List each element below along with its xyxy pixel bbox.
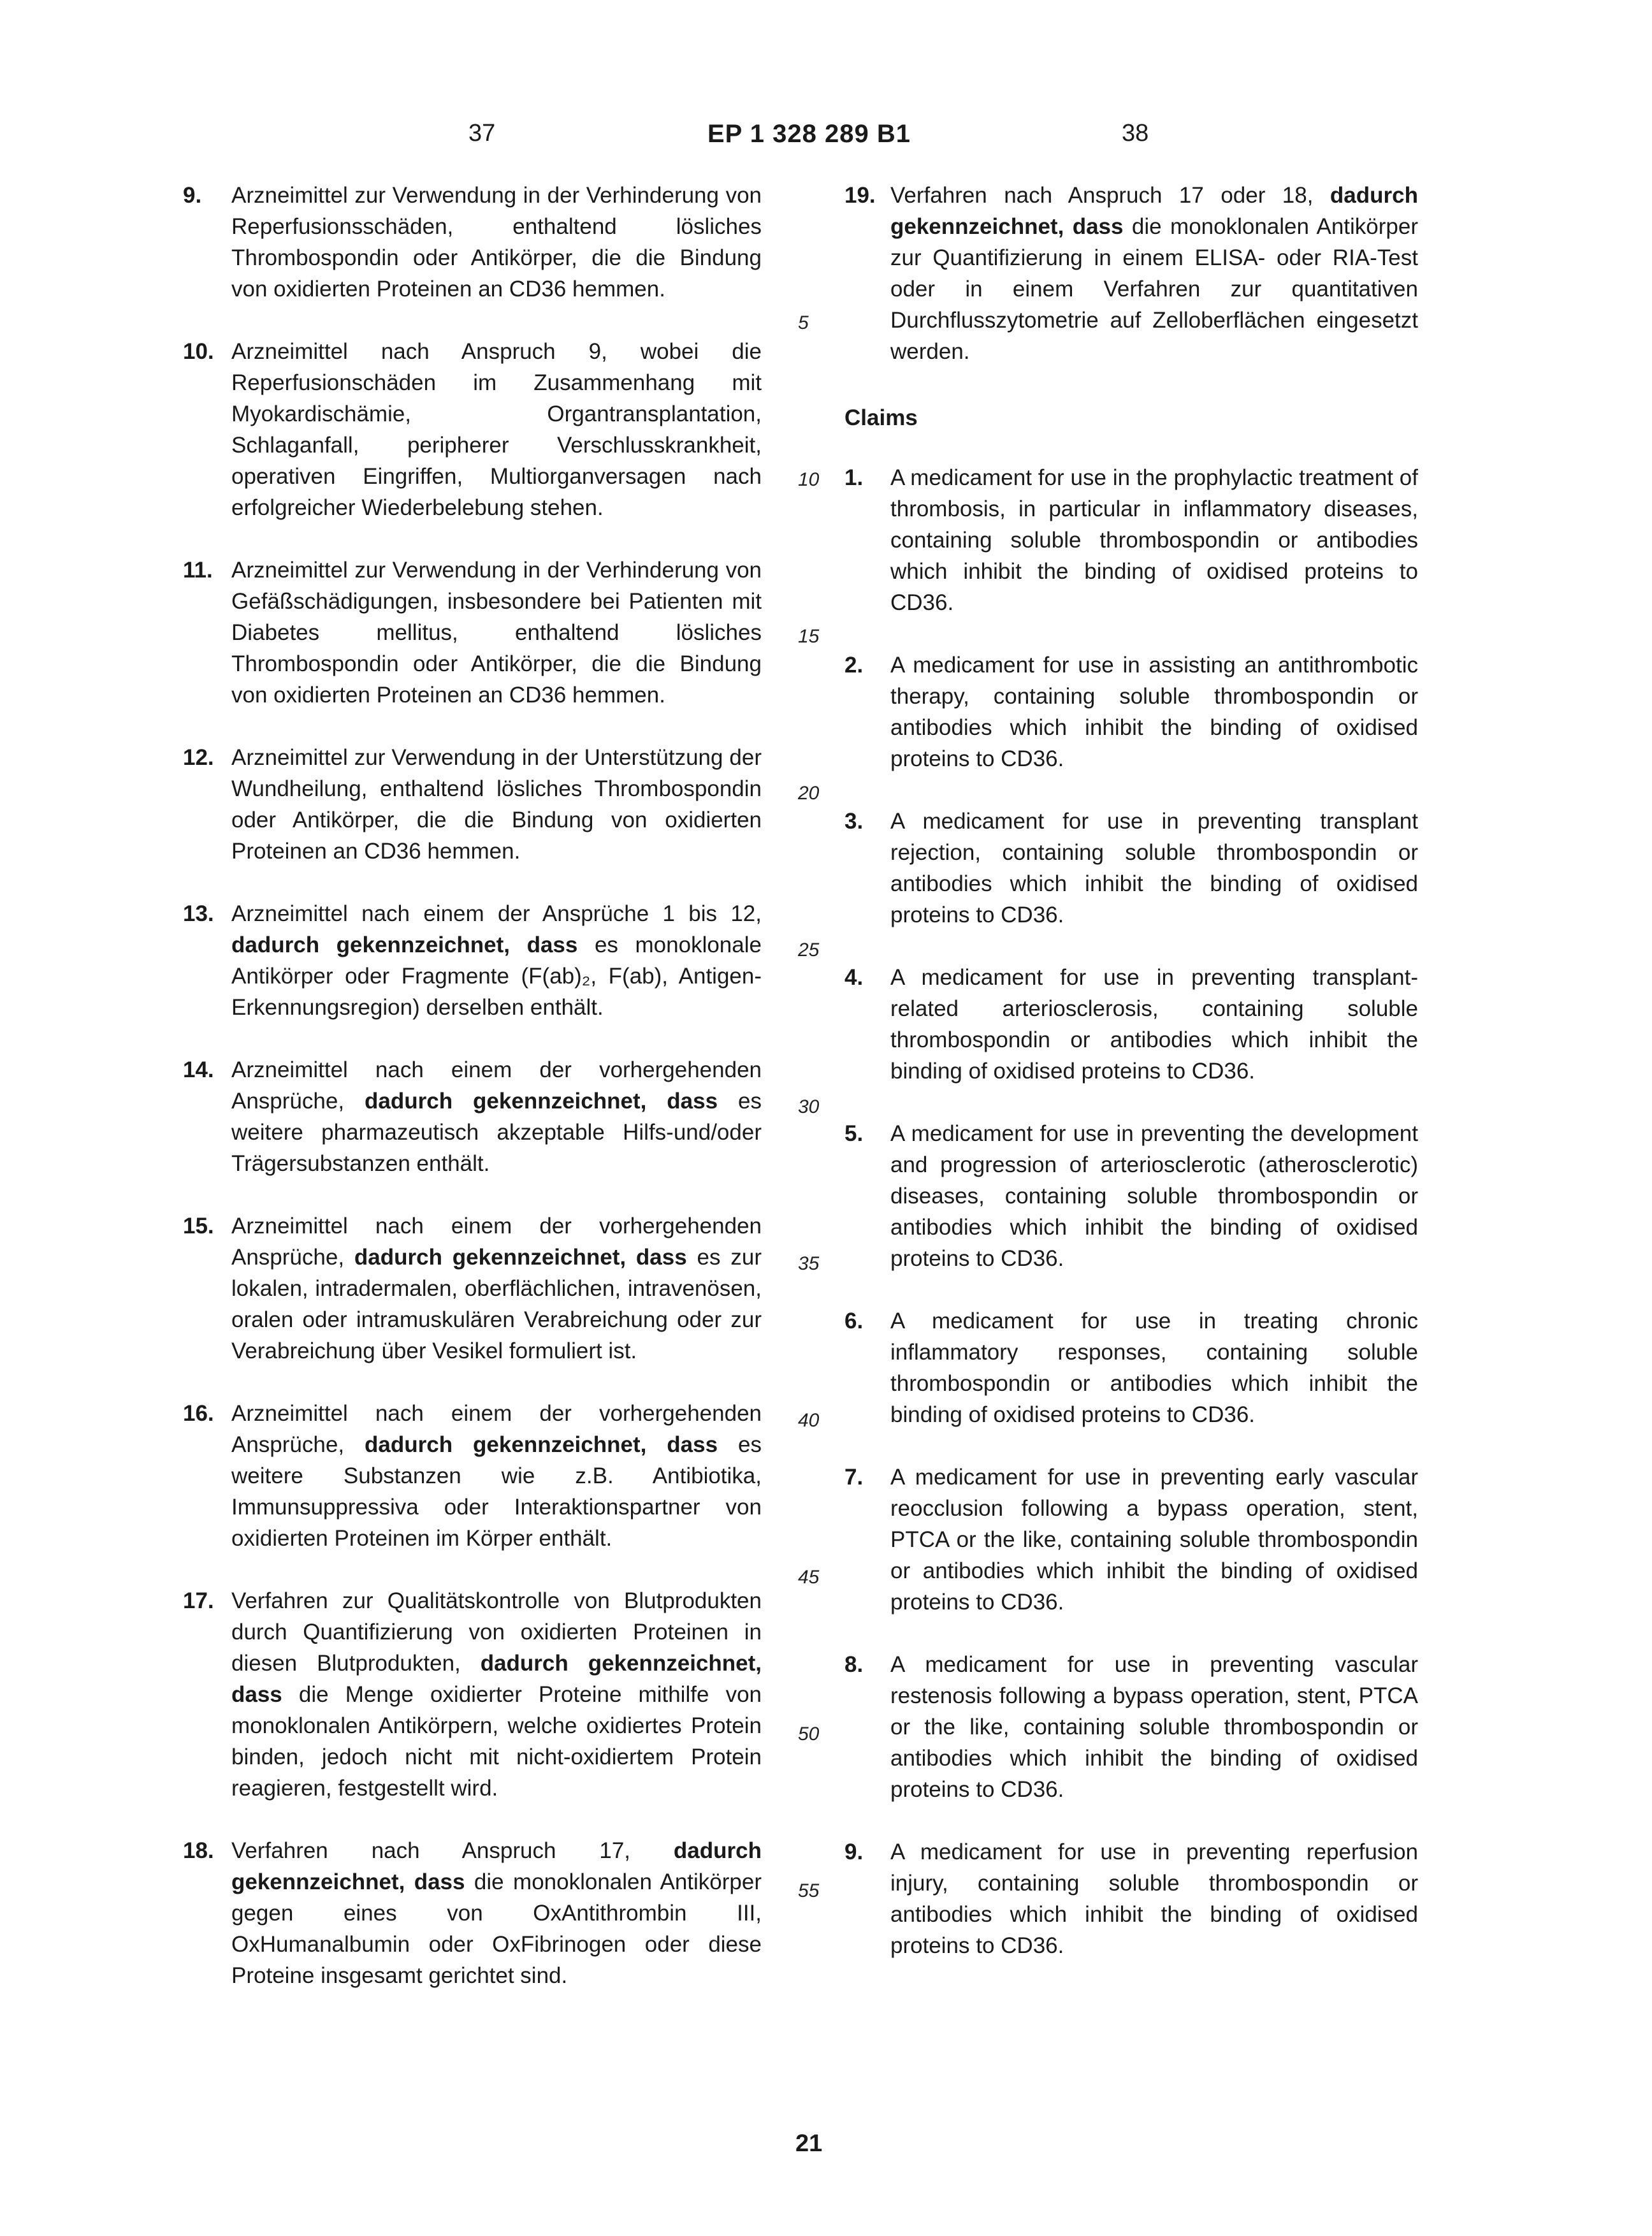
line-number: 35 [798,1253,820,1274]
claim-item [844,462,1418,618]
line-number: 5 [798,312,809,333]
claim-text: A medicament for use in preventing the development and progression of arteriosclerotic (atherosclerotic) diseases, containing soluble thrombospondin or antibodies which inhibit the binding of oxidised proteins to CD36. [890,1121,1418,1271]
claim-text-continued: die monoklonalen Antikörper zur Quantifizierung in einem ELISA- oder RIA-Test oder in einem Verfahren zur quantitativen Durchflusszytometrie auf Zelloberflächen eingesetzt werden. [890,214,1418,364]
claim-item [183,742,762,867]
line-number: 25 [798,940,820,961]
claim-text: Verfahren zur Qualitätskontrolle von Blutprodukten durch Quantifizierung von oxidierten Proteinen in diesen Blutprodukten, [231,1588,762,1676]
claim-text: A medicament for use in preventing transplant rejection, containing soluble thrombospondin or antibodies which inhibit the binding of oxidised proteins to CD36. [890,809,1418,927]
claim-text: Verfahren nach Anspruch 17, [231,1838,674,1863]
claim-item [183,1835,762,1991]
claim-number: 6. [844,1309,864,1333]
claim-text-continued: es weitere pharmazeutisch akzeptable Hilfs-und/oder Trägersubstanzen enthält. [231,1089,762,1176]
line-number: 45 [798,1567,820,1588]
claim-text-continued: es zur lokalen, intradermalen, oberflächlichen, intravenösen, oralen oder intramuskulären Verabreichung oder zur Verabreichung über Vesikel formuliert ist. [231,1245,762,1363]
claim-text: A medicament for use in preventing vascular restenosis following a bypass operation, stent, PTCA or the like, containing soluble thrombospondin or antibodies which inhibit the binding of oxidised proteins to CD36. [890,1652,1418,1802]
claim-number: 4. [844,965,864,990]
claim-text: Arzneimittel zur Verwendung in der Verhinderung von Reperfusionsschäden, enthaltend lösliches Thrombospondin oder Antikörper, die die Bindung von oxidierten Proteinen an CD36 hemmen. [231,183,762,301]
claim-text: Arzneimittel nach einem der Ansprüche 1 bis 12, [231,901,762,926]
claim-item [844,180,1418,367]
claim-item [183,1210,762,1367]
claim-text: A medicament for use in the prophylactic treatment of thrombosis, in particular in inflammatory diseases, containing soluble thrombospondin or antibodies which inhibit the binding of oxidised proteins to CD36. [890,465,1418,615]
line-number: 55 [798,1880,820,1901]
claim-text: Arzneimittel nach Anspruch 9, wobei die Reperfusionschäden im Zusammenhang mit Myokardischämie, Organtransplantation, Schlaganfall, peripherer Verschlusskrankheit, operativen Eingriffen, Multiorganversagen nach erfolgreicher Wiederbelebung stehen. [231,339,762,520]
claim-item [183,1398,762,1554]
claim-number: 16. [183,1401,214,1426]
claim-text: A medicament for use in preventing early vascular reocclusion following a bypass operation, stent, PTCA or the like, containing soluble thrombospondin or antibodies which inhibit the binding of oxidised proteins to CD36. [890,1465,1418,1615]
claim-number: 9. [844,1840,864,1864]
claim-characterizing-phrase: dadurch gekennzeichnet, dass [231,1651,762,1707]
line-number: 20 [798,783,820,804]
claim-characterizing-phrase: dadurch gekennzeichnet, dass [231,1838,762,1894]
claim-characterizing-phrase: dadurch gekennzeichnet, dass [365,1089,718,1114]
claim-number: 3. [844,809,864,834]
claim-text: A medicament for use in preventing transplant-related arteriosclerosis, containing soluble thrombospondin or antibodies which inhibit the binding of oxidised proteins to CD36. [890,965,1418,1084]
claim-text: Arzneimittel nach einem der vorhergehenden Ansprüche, [231,1057,762,1114]
claim-number: 17. [183,1588,214,1613]
claim-item [844,962,1418,1087]
claim-item [844,650,1418,774]
claim-item [844,1836,1418,1961]
claim-text-continued: die monoklonalen Antikörper gegen eines von OxAntithrombin III, OxHumanalbumin oder OxFibrinogen oder diese Proteine insgesamt gerichtet sind. [231,1869,762,1988]
claim-text: A medicament for use in treating chronic inflammatory responses, containing soluble thrombospondin or antibodies which inhibit the binding of oxidised proteins to CD36. [890,1309,1418,1427]
claim-characterizing-phrase: dadurch gekennzeichnet, dass [231,933,578,957]
claim-item [183,555,762,711]
claim-number: 8. [844,1652,864,1677]
claim-number: 13. [183,901,214,926]
claim-number: 9. [183,183,202,208]
page-number-left: 37 [468,120,496,147]
document-number: EP 1 328 289 B1 [707,120,911,148]
claim-number: 2. [844,653,864,678]
claim-item [844,1118,1418,1274]
claim-number: 7. [844,1465,864,1490]
page-number-right: 38 [1122,120,1149,147]
claim-number: 12. [183,745,214,770]
line-number: 40 [798,1410,820,1431]
claim-item [844,1649,1418,1805]
claim-number: 11. [183,558,213,583]
claim-number: 10. [183,339,214,364]
claim-number: 18. [183,1838,214,1863]
claim-item [844,1305,1418,1430]
line-number: 30 [798,1096,820,1117]
claim-item [183,180,762,305]
line-number: 15 [798,626,820,647]
claim-item [183,1054,762,1179]
claim-text: Arzneimittel zur Verwendung in der Verhinderung von Gefäßschädigungen, insbesondere bei Patienten mit Diabetes mellitus, enthaltend lösliches Thrombospondin oder Antikörper, die die Bindung von oxidierten Proteinen an CD36 hemmen. [231,558,762,708]
claim-characterizing-phrase: dadurch gekennzeichnet, dass [365,1432,718,1457]
claim-text-continued: die Menge oxidierter Proteine mithilfe von monoklonalen Antikörpern, welche oxidiertes Protein binden, jedoch nicht mit nicht-oxidiertem Protein reagieren, festgestellt wird. [231,1682,762,1801]
page-footer-number: 21 [795,2130,823,2157]
claim-text: Arzneimittel nach einem der vorhergehenden Ansprüche, [231,1401,762,1457]
claim-text: Arzneimittel zur Verwendung in der Unterstützung der Wundheilung, enthaltend lösliches Thrombospondin oder Antikörper, die die Bindung von oxidierten Proteinen an CD36 hemmen. [231,745,762,864]
claim-characterizing-phrase: dadurch gekennzeichnet, dass [890,183,1418,239]
claim-item [183,336,762,523]
claim-number: 1. [844,465,864,490]
claim-item [183,898,762,1023]
claim-text-continued: es monoklonale Antikörper oder Fragmente (F(ab)₂, F(ab), Antigen-Erkennungsregion) derselben enthält. [231,933,762,1020]
claim-item [844,1462,1418,1618]
claim-text-continued: es weitere Substanzen wie z.B. Antibiotika, Immunsuppressiva oder Interaktionspartner von oxidierten Proteinen im Körper enthält. [231,1432,762,1551]
claim-number: 15. [183,1214,214,1238]
right-column [844,180,1418,1993]
claim-text: A medicament for use in assisting an antithrombotic therapy, containing soluble thrombospondin or antibodies which inhibit the binding of oxidised proteins to CD36. [890,653,1418,771]
claim-number: 14. [183,1057,214,1082]
line-number: 50 [798,1724,820,1745]
line-number: 10 [798,469,820,490]
left-column [183,180,762,2022]
claim-text: Arzneimittel nach einem der vorhergehenden Ansprüche, [231,1214,762,1270]
claim-text: Verfahren nach Anspruch 17 oder 18, [890,183,1330,208]
claim-text: A medicament for use in preventing reperfusion injury, containing soluble thrombospondin or antibodies which inhibit the binding of oxidised proteins to CD36. [890,1840,1418,1958]
claim-characterizing-phrase: dadurch gekennzeichnet, dass [354,1245,687,1270]
claim-item [844,806,1418,931]
claim-item [183,1585,762,1804]
claim-number: 5. [844,1121,864,1146]
claim-number: 19. [844,183,876,208]
claims-heading: Claims [844,405,918,430]
